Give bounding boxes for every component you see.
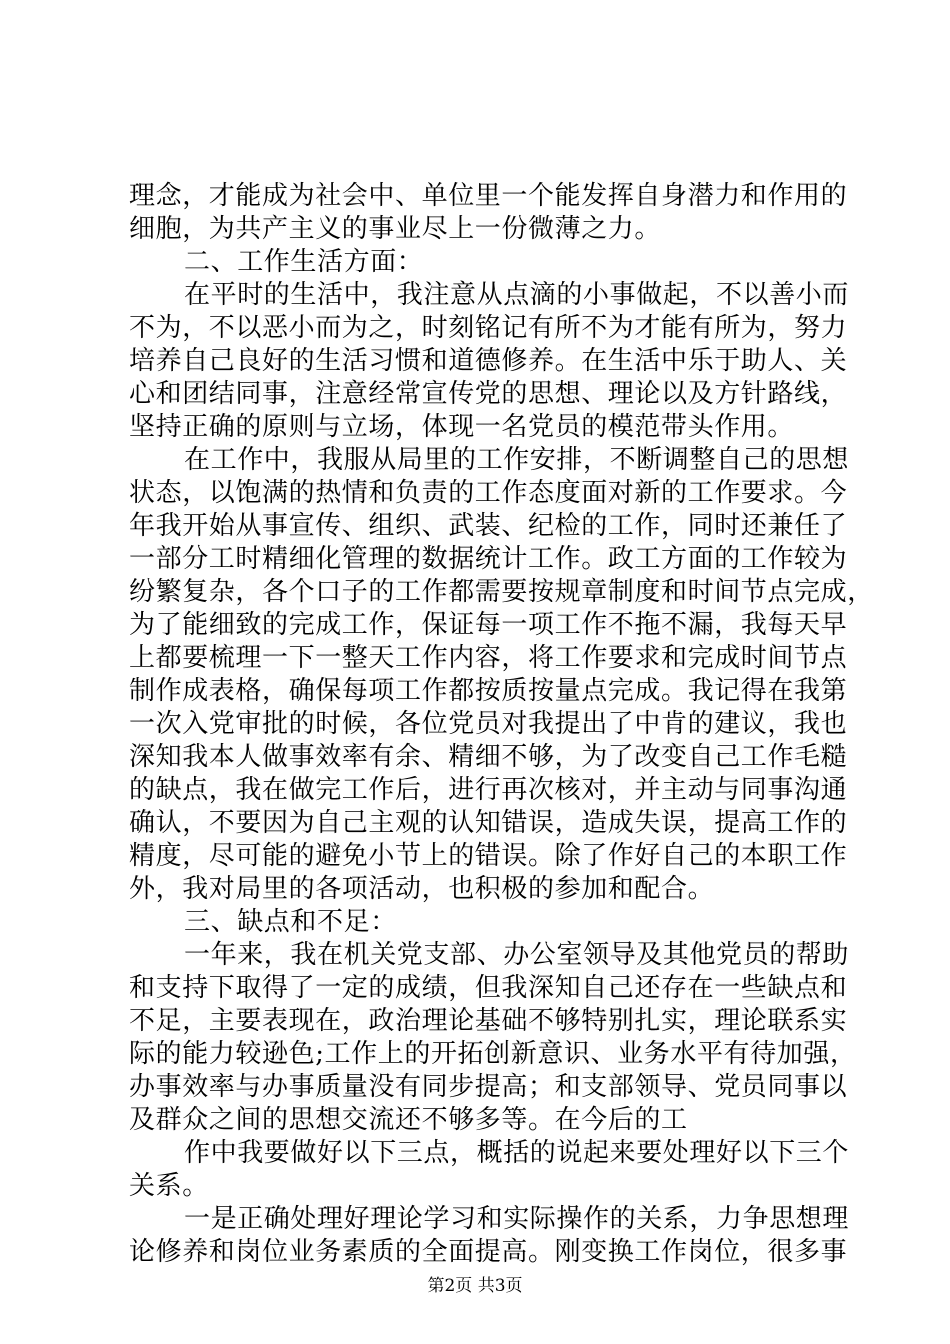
- paragraph-line: 作中我要做好以下三点，概括的说起来要处理好以下三个: [184, 1138, 850, 1168]
- paragraph-line: 心和团结同事，注意经常宣传党的思想、理论以及方针路线，: [129, 379, 848, 409]
- paragraph-line: 不为，不以恶小而为之，时刻铭记有所不为才能有所为，努力: [129, 313, 848, 343]
- paragraph-line: 年我开始从事宣传、组织、武装、纪检的工作，同时还兼任了: [129, 511, 848, 541]
- paragraph-line: 为了能细致的完成工作，保证每一项工作不拖不漏，我每天早: [129, 610, 848, 640]
- paragraph-line: 和支持下取得了一定的成绩，但我深知自己还存在一些缺点和: [129, 973, 848, 1003]
- paragraph-line: 理念，才能成为社会中、单位里一个能发挥自身潜力和作用的: [129, 181, 848, 211]
- paragraph-line: 际的能力较逊色;工作上的开拓创新意识、业务水平有待加强，: [129, 1039, 857, 1069]
- paragraph-line: 纷繁复杂，各个口子的工作都需要按规章制度和时间节点完成，: [129, 577, 874, 607]
- section-heading: 三、缺点和不足：: [184, 907, 397, 937]
- paragraph-line: 制作成表格，确保每项工作都按质按量点完成。我记得在我第: [129, 676, 848, 706]
- paragraph-line: 在平时的生活中，我注意从点滴的小事做起，不以善小而: [184, 280, 850, 310]
- paragraph-line: 一部分工时精细化管理的数据统计工作。政工方面的工作较为: [129, 544, 848, 574]
- paragraph-line: 不足，主要表现在，政治理论基础不够特别扎实，理论联系实: [129, 1006, 848, 1036]
- section-heading: 二、工作生活方面：: [184, 247, 424, 277]
- paragraph-line: 办事效率与办事质量没有同步提高；和支部领导、党员同事以: [129, 1072, 848, 1102]
- paragraph-line: 确认，不要因为自己主观的认知错误，造成失误，提高工作的: [129, 808, 848, 838]
- paragraph-line: 上都要梳理一下一整天工作内容，将工作要求和完成时间节点: [129, 643, 848, 673]
- paragraph-line: 坚持正确的原则与立场，体现一名党员的模范带头作用。: [129, 412, 795, 442]
- paragraph-line: 外，我对局里的各项活动，也积极的参加和配合。: [129, 874, 715, 904]
- paragraph-line: 及群众之间的思想交流还不够多等。在今后的工: [129, 1105, 688, 1135]
- page-number-footer: 第2页 共3页: [427, 1276, 523, 1296]
- paragraph-line: 论修养和岗位业务素质的全面提高。刚变换工作岗位，很多事: [129, 1237, 848, 1267]
- paragraph-line: 一是正确处理好理论学习和实际操作的关系，力争思想理: [184, 1204, 850, 1234]
- paragraph-line: 深知我本人做事效率有余、精细不够，为了改变自己工作毛糙: [129, 742, 848, 772]
- paragraph-line: 精度，尽可能的避免小节上的错误。除了作好自己的本职工作: [129, 841, 848, 871]
- paragraph-line: 的缺点，我在做完工作后，进行再次核对，并主动与同事沟通: [129, 775, 848, 805]
- paragraph-line: 一次入党审批的时候，各位党员对我提出了中肯的建议，我也: [129, 709, 848, 739]
- paragraph-line: 关系。: [129, 1171, 209, 1201]
- paragraph-line: 在工作中，我服从局里的工作安排，不断调整自己的思想: [184, 445, 850, 475]
- paragraph-line: 一年来，我在机关党支部、办公室领导及其他党员的帮助: [184, 940, 850, 970]
- paragraph-line: 培养自己良好的生活习惯和道德修养。在生活中乐于助人、关: [129, 346, 848, 376]
- paragraph-line: 细胞，为共产主义的事业尽上一份微薄之力。: [129, 214, 662, 244]
- paragraph-line: 状态，以饱满的热情和负责的工作态度面对新的工作要求。今: [129, 478, 848, 508]
